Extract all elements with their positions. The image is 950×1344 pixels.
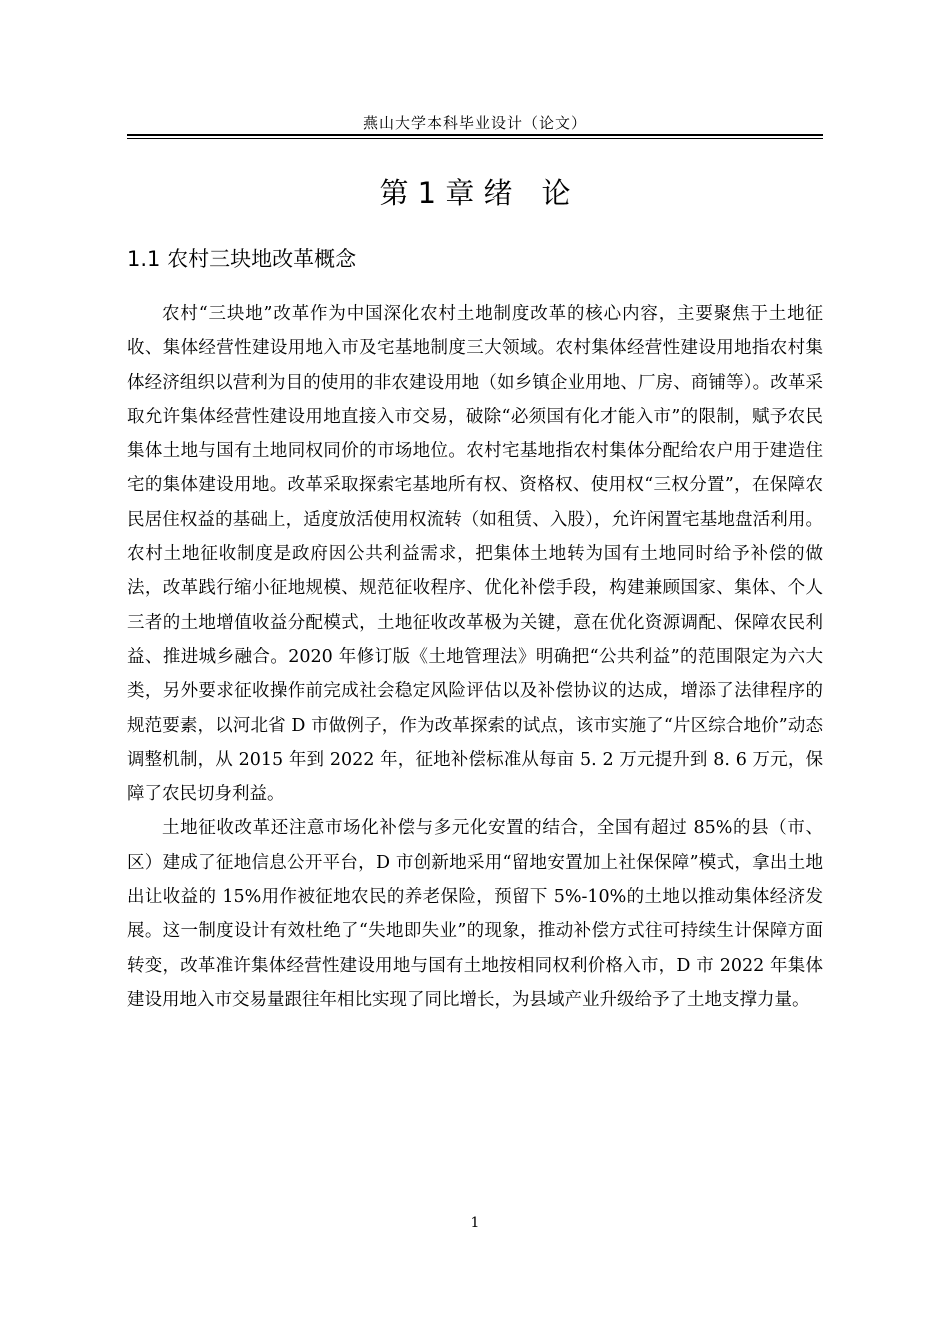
section-title: 1.1 农村三块地改革概念 xyxy=(127,247,357,271)
header-rule xyxy=(127,134,823,136)
body-text xyxy=(127,297,823,1017)
paragraph: 农村“三块地”改革作为中国深化农村土地制度改革的核心内容，主要聚焦于土地征收、集体经营性建设用地入市及宅基地制度三大领域。农村集体经营性建设用地指农村集体经济组织以营利为目的使用的非农建设用地（如乡镇企业用地、厂房、商铺等）。改革采取允许集体经营性建设用地直接入市交易，破除“必须国有化才能入市”的限制，赋予农民集体土地与国有土地同权同价的市场地位。农村宅基地指农村集体分配给农户用于建造住宅的集体建设用地。改革采取探索宅基地所有权、资格权、使用权“三权分置”，在保障农民居住权益的基础上，适度放活使用权流转（如租赁、入股），允许闲置宅基地盘活利用。农村土地征收制度是政府因公共利益需求，把集体土地转为国有土地同时给予补偿的做法，改革践行缩小征地规模、规范征收程序、优化补偿手段，构建兼顾国家、集体、个人三者的土地增值收益分配模式，土地征收改革极为关键，意在优化资源调配、保障农民利益、推进城乡融合。2020 年修订版《土地管理法》明确把“公共利益”的范围限定为六大类，另外要求征收操作前完成社会稳定风险评估以及补偿协议的达成，增添了法律程序的规范要素，以河北省 D 市做例子，作为改革探索的试点，该市实施了“片区综合地价”动态调整机制，从 2015 年到 2022 年，征地补偿标准从每亩 5. 2 万元提升到 8. 6 万元，保障了农民切身利益。 xyxy=(127,304,823,805)
paragraph: 土地征收改革还注意市场化补偿与多元化安置的结合，全国有超过 85%的县（市、区）建成了征地信息公开平台，D 市创新地采用“留地安置加上社保保障”模式，拿出土地出让收益的 15%用作被征地农民的养老保险，预留下 5%-10%的土地以推动集体经济发展。这一制度设计有效杜绝了“失地即失业”的现象，推动补偿方式往可持续生计保障方面转变，改革准许集体经营性建设用地与国有土地按相同权利价格入市，D 市 2022 年集体建设用地入市交易量跟往年相比实现了同比增长，为县域产业升级给予了土地支撑力量。 xyxy=(127,818,823,1010)
chapter-title: 第 1 章 绪 论 xyxy=(379,176,571,210)
header-rule-thin xyxy=(127,138,823,139)
page-number: 1 xyxy=(470,1215,480,1231)
running-header: 燕山大学本科毕业设计（论文） xyxy=(362,114,587,132)
